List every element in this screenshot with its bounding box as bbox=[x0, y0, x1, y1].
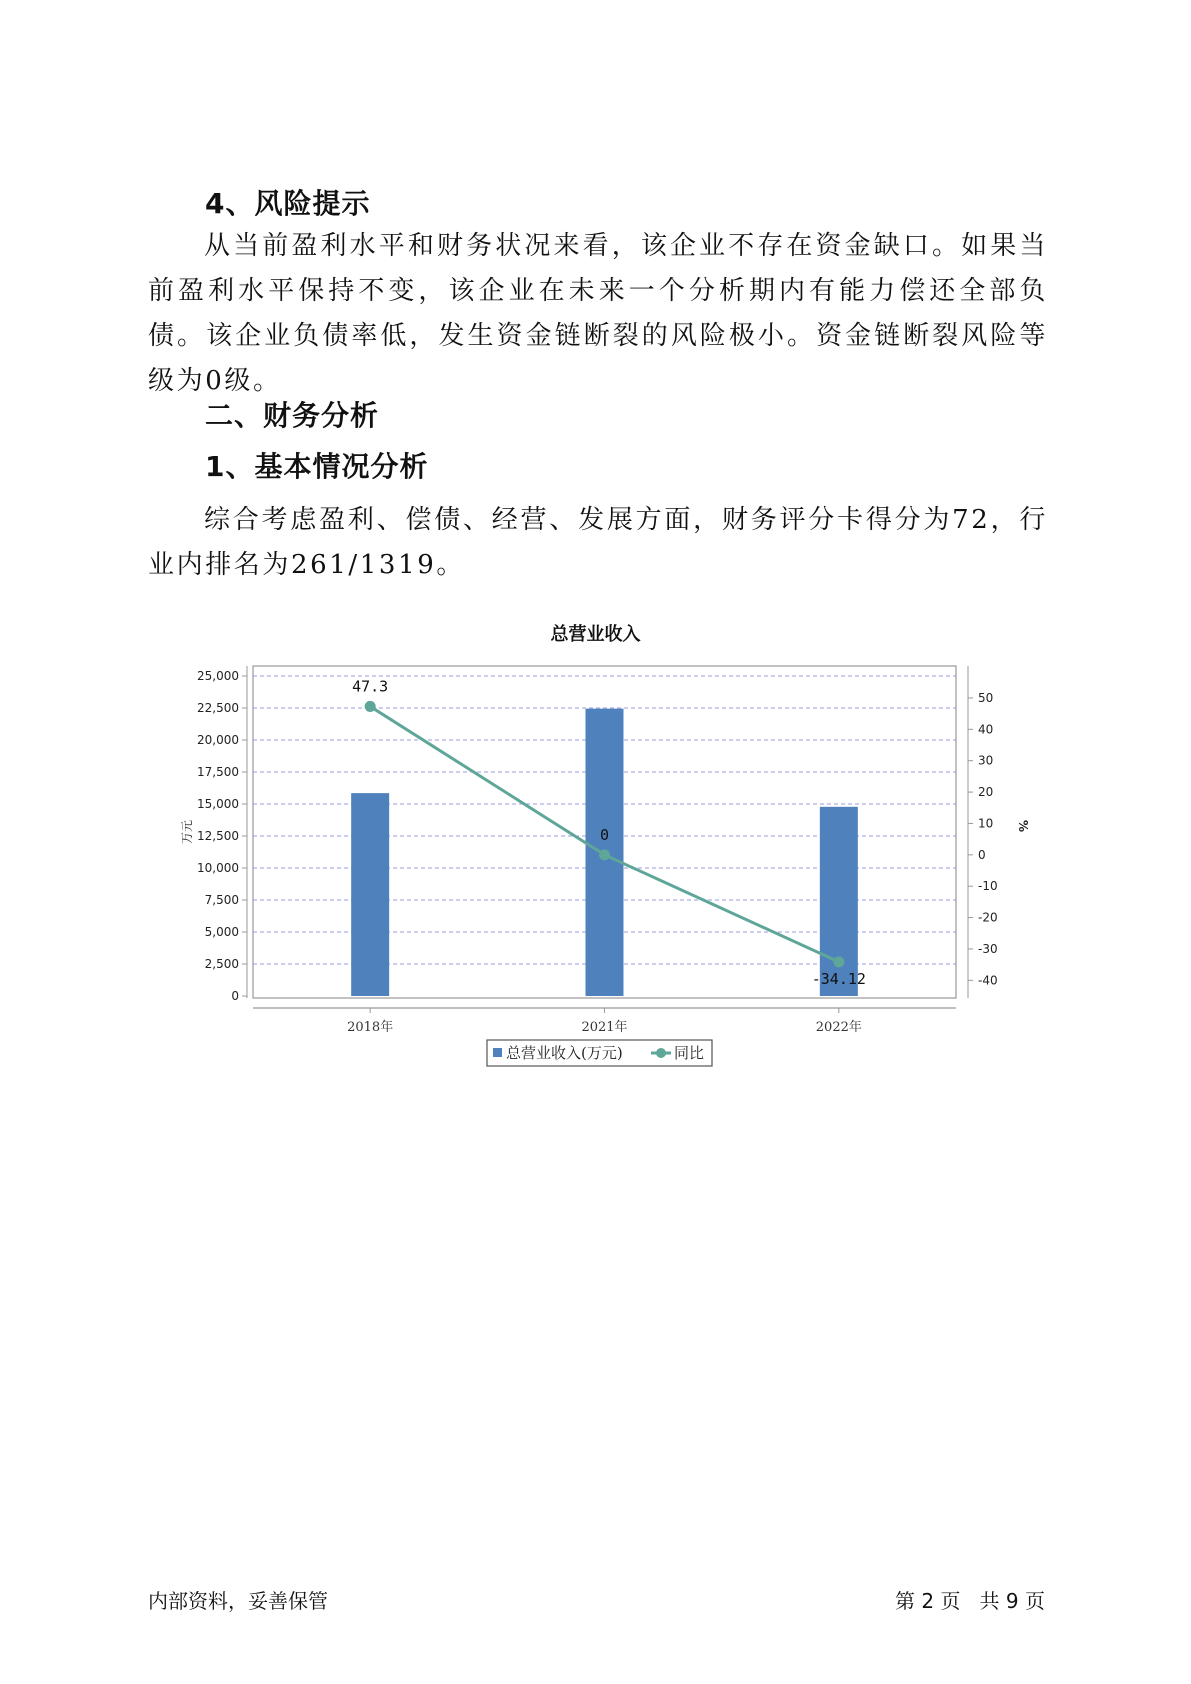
yoy-point bbox=[599, 849, 610, 860]
chart-title: 总营业收入 bbox=[550, 624, 641, 645]
yoy-data-label: 47.3 bbox=[352, 677, 389, 696]
legend-bar-label: 总营业收入(万元) bbox=[506, 1044, 623, 1062]
y-tick-label: 20,000 bbox=[197, 733, 239, 747]
y-tick-label: 22,500 bbox=[197, 701, 239, 715]
y2-axis-title: % bbox=[1016, 819, 1030, 833]
y-tick-label: 10,000 bbox=[197, 861, 239, 875]
risk-heading: 4、风险提示 bbox=[205, 187, 371, 220]
revenue-bar bbox=[820, 807, 858, 996]
y2-tick-label: -20 bbox=[978, 910, 998, 925]
yoy-data-label: -34.12 bbox=[811, 969, 866, 988]
x-tick-label: 2021年 bbox=[581, 1020, 628, 1035]
x-tick-label: 2022年 bbox=[815, 1020, 862, 1035]
yoy-point bbox=[365, 701, 376, 712]
y2-tick-label: 40 bbox=[978, 722, 994, 737]
revenue-bar bbox=[351, 793, 389, 996]
y2-tick-label: 10 bbox=[978, 816, 994, 831]
yoy-data-label: 0 bbox=[599, 825, 610, 844]
legend-line-label: 同比 bbox=[674, 1044, 705, 1062]
y-tick-label: 5,000 bbox=[204, 925, 239, 939]
y-tick-label: 17,500 bbox=[197, 765, 239, 779]
finance-heading: 二、财务分析 bbox=[205, 399, 380, 432]
y2-tick-label: 30 bbox=[978, 753, 994, 768]
footer-page-number: 第 2 页 共 9 页 bbox=[895, 1589, 1045, 1613]
basic-heading: 1、基本情况分析 bbox=[205, 450, 429, 483]
y2-tick-label: -40 bbox=[978, 973, 998, 988]
y-tick-label: 0 bbox=[231, 989, 239, 1003]
y-tick-label: 7,500 bbox=[204, 893, 239, 907]
y2-tick-label: 0 bbox=[978, 847, 986, 862]
yoy-point bbox=[833, 956, 844, 967]
y-tick-label: 15,000 bbox=[197, 797, 239, 811]
y2-tick-label: -10 bbox=[978, 879, 998, 894]
y2-tick-label: 50 bbox=[978, 690, 994, 705]
legend-line-marker bbox=[656, 1048, 666, 1058]
y2-tick-label: 20 bbox=[978, 785, 994, 800]
y-tick-label: 12,500 bbox=[197, 829, 239, 843]
y-axis-title: 万元 bbox=[180, 819, 194, 845]
x-tick-label: 2018年 bbox=[347, 1020, 394, 1035]
y-tick-label: 25,000 bbox=[197, 669, 239, 683]
legend-bar-swatch bbox=[493, 1048, 502, 1057]
basic-paragraph: 综合考虑盈利、偿债、经营、发展方面，财务评分卡得分为72，行业内排名为261/1319。 bbox=[148, 505, 1048, 580]
risk-paragraph: 从当前盈利水平和财务状况来看，该企业不存在资金缺口。如果当前盈利水平保持不变，该企业在未来一个分析期内有能力偿还全部负债。该企业负债率低，发生资金链断裂的风险极小。资金链断裂风险等级为0级。 bbox=[148, 231, 1048, 396]
y2-tick-label: -30 bbox=[978, 941, 998, 956]
footer-confidential: 内部资料，妥善保管 bbox=[148, 1589, 328, 1613]
y-tick-label: 2,500 bbox=[204, 957, 239, 971]
